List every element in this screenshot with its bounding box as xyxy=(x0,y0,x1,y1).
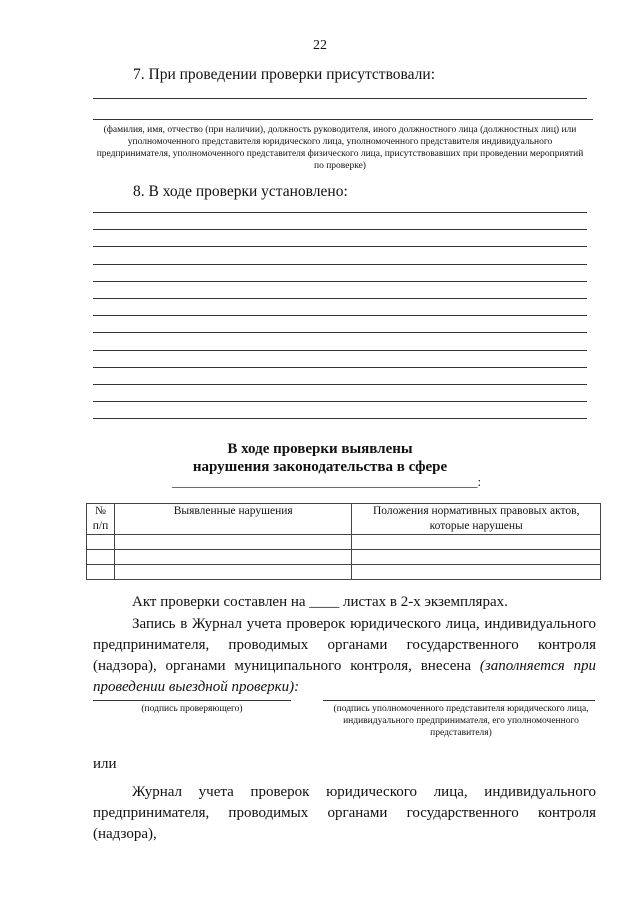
fill-line xyxy=(93,246,587,247)
table-cell[interactable] xyxy=(87,550,115,565)
section-8-heading: 8. В ходе проверки установлено: xyxy=(133,183,348,200)
fill-line xyxy=(93,332,587,333)
signature-line-inspector[interactable] xyxy=(93,700,291,701)
journal-paragraph xyxy=(93,614,596,698)
table-row xyxy=(87,550,601,565)
table-cell[interactable] xyxy=(352,535,601,550)
fill-line xyxy=(93,119,593,120)
table-header-row xyxy=(87,504,601,535)
table-cell[interactable] xyxy=(352,550,601,565)
col-violations-header: Выявленные нарушения xyxy=(114,504,352,535)
table-cell[interactable] xyxy=(114,550,352,565)
violations-title-line2: нарушения законодательства в сфере xyxy=(192,459,448,475)
signature-line-representative[interactable] xyxy=(323,700,595,701)
table-cell[interactable] xyxy=(352,565,601,580)
fill-line xyxy=(93,229,587,230)
fill-line xyxy=(93,401,587,402)
table-cell[interactable] xyxy=(114,565,352,580)
section-7-heading: 7. При проведении проверки присутствовали: xyxy=(133,66,436,83)
section-7-caption: (фамилия, имя, отчество (при наличии), должность руководителя, иного должностного лица (должностных лиц) или уполномоченного представителя юридического лица, уполномоченного представителя индивидуального предпринимателя, уполномоченного представителя физического лица, присутствовавших при проведении мероприятий по проверке) xyxy=(96,125,584,171)
fill-line xyxy=(93,315,587,316)
journal-paragraph-2: Журнал учета проверок юридического лица, индивидуального предпринимателя, проводимых органами государственного контроля (надзора), xyxy=(93,784,596,842)
or-text: или xyxy=(93,756,117,772)
act-sheets-text: Акт проверки составлен на ____ листах в 2-х экземплярах. xyxy=(132,594,508,610)
fill-line xyxy=(93,212,587,213)
violations-table xyxy=(86,503,601,580)
signature-caption-inspector: (подпись проверяющего) xyxy=(141,704,243,714)
fill-line xyxy=(93,350,587,351)
table-cell[interactable] xyxy=(114,535,352,550)
table-cell[interactable] xyxy=(87,535,115,550)
fill-line xyxy=(93,281,587,282)
fill-line xyxy=(93,298,587,299)
journal-text: Запись в Журнал учета проверок юридического лица, индивидуального предпринимателя, проводимых органами государственного контроля (надзора), органами муниципального контроля, внесена xyxy=(93,616,596,674)
fill-line xyxy=(93,264,587,265)
violations-title-line1: В ходе проверки выявлены xyxy=(227,441,413,457)
fill-line xyxy=(93,98,587,99)
col-acts-header: Положения нормативных правовых актов, которые нарушены xyxy=(352,504,601,535)
table-row xyxy=(87,535,601,550)
page-number: 22 xyxy=(313,38,327,53)
col-number-header: № п/п xyxy=(87,504,115,535)
fill-line xyxy=(93,418,587,419)
fill-line xyxy=(93,367,587,368)
legislation-area-blank: _______________________________________________: xyxy=(172,474,482,489)
fill-line xyxy=(93,384,587,385)
table-row xyxy=(87,565,601,580)
journal-italic-note: (заполняется при проведении выездной проверки): xyxy=(93,658,596,695)
table-cell[interactable] xyxy=(87,565,115,580)
signature-caption-representative: (подпись уполномоченного представителя юридического лица, индивидуального предпринимателя, его уполномоченного представителя) xyxy=(333,704,589,738)
